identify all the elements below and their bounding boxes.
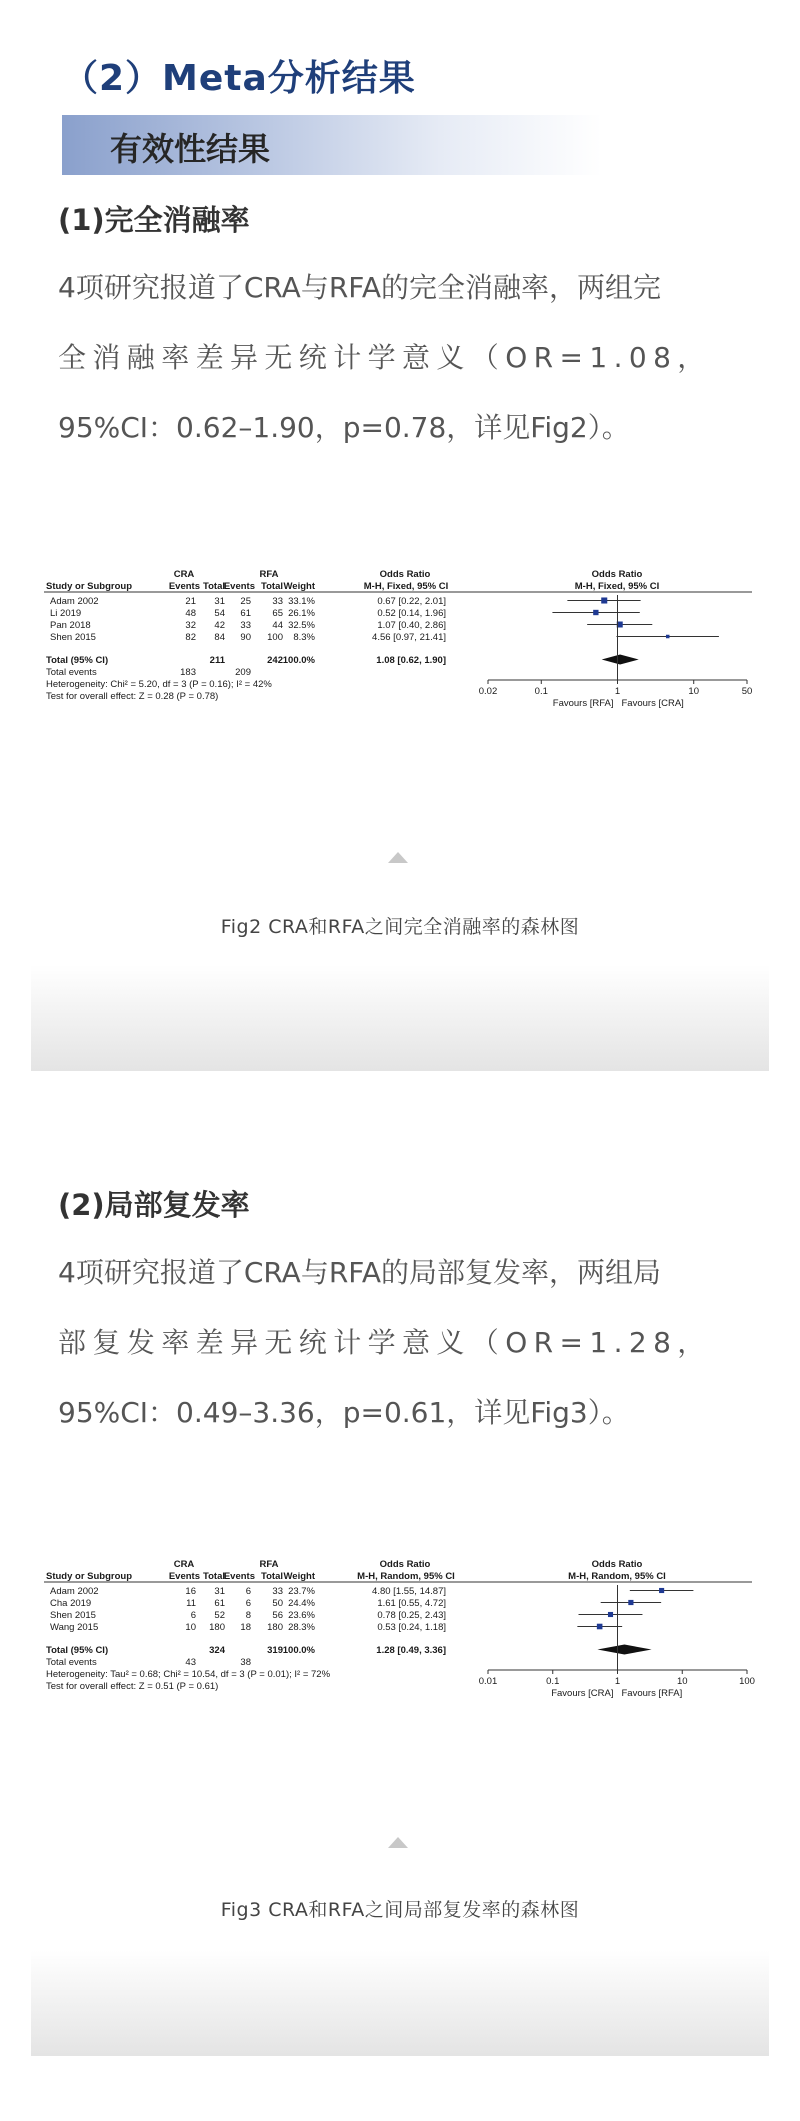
favours-right-label: Favours [CRA] <box>621 698 684 709</box>
rfa-total-sum: 242 <box>267 655 283 666</box>
cra-events: 21 <box>185 596 196 607</box>
rfa-events: 6 <box>245 1598 251 1609</box>
rfa-total: 100 <box>267 632 283 643</box>
study-weight: 33.1% <box>288 596 315 607</box>
odds-ratio-header: Odds Ratio <box>379 569 431 580</box>
cra-events: 48 <box>185 608 196 619</box>
x-tick-label: 50 <box>741 686 753 697</box>
odds-ratio-plot-header: Odds Ratio <box>591 569 643 580</box>
study-name: Shen 2015 <box>50 1610 96 1621</box>
rfa-total: 44 <box>272 620 283 631</box>
favours-left-label: Favours [RFA] <box>552 698 614 709</box>
column-header: Events <box>168 1571 200 1582</box>
paragraph-line: 部复发率差异无统计学意义（OR=1.28， <box>58 1326 712 1359</box>
total-weight: 100.0% <box>282 655 315 666</box>
column-header: Weight <box>283 1571 315 1582</box>
study-point <box>666 635 670 639</box>
rfa-total-sum: 319 <box>267 1645 283 1656</box>
pooled-diamond <box>597 1645 651 1655</box>
total-events-label: Total events <box>46 1657 97 1668</box>
rfa-total: 33 <box>272 596 283 607</box>
column-header: Study or Subgroup <box>46 581 133 592</box>
rfa-total: 180 <box>267 1622 283 1633</box>
group1-label: CRA <box>173 1559 195 1570</box>
study-ci: 0.53 [0.24, 1.18] <box>377 1622 446 1633</box>
total-events-label: Total events <box>46 667 97 678</box>
cra-total-sum: 324 <box>209 1645 225 1656</box>
study-ci: 0.52 [0.14, 1.96] <box>377 608 446 619</box>
x-tick-label: 10 <box>676 1676 688 1687</box>
group2-label: RFA <box>259 569 279 580</box>
cra-events: 10 <box>185 1622 196 1633</box>
paragraph-line: 95%CI：0.62–1.90，p=0.78，详见Fig2）。 <box>58 411 630 444</box>
forest-plot-fig3 <box>40 1555 770 1739</box>
cra-total: 84 <box>214 632 225 643</box>
x-tick-label: 10 <box>688 686 700 697</box>
overall-effect-text: Test for overall effect: Z = 0.51 (P = 0.61) <box>46 1681 219 1692</box>
study-ci: 0.78 [0.25, 2.43] <box>377 1610 446 1621</box>
study-ci: 0.67 [0.22, 2.01] <box>377 596 446 607</box>
rfa-events: 90 <box>240 632 251 643</box>
column-header: M-H, Fixed, 95% CI <box>363 581 449 592</box>
study-name: Pan 2018 <box>50 620 91 631</box>
cra-total: 31 <box>214 596 225 607</box>
study-name: Cha 2019 <box>50 1598 92 1609</box>
study-point <box>628 1600 633 1605</box>
column-header: M-H, Random, 95% CI <box>357 1571 455 1582</box>
odds-ratio-header: Odds Ratio <box>379 1559 431 1570</box>
total-label: Total (95% CI) <box>46 655 109 666</box>
study-weight: 26.1% <box>288 608 315 619</box>
figure-footer-shade <box>31 965 769 1071</box>
study-weight: 24.4% <box>288 1598 315 1609</box>
study-point <box>659 1588 664 1593</box>
study-point <box>593 610 598 615</box>
cra-total: 52 <box>214 1610 225 1621</box>
odds-ratio-plot-header: Odds Ratio <box>591 1559 643 1570</box>
total-ci: 1.08 [0.62, 1.90] <box>376 655 446 666</box>
column-header: Events <box>223 1571 255 1582</box>
column-header: Total <box>203 1571 225 1582</box>
x-tick-label: 0.1 <box>546 1676 560 1687</box>
study-weight: 32.5% <box>288 620 315 631</box>
heading-complete-ablation: (1)完全消融率 <box>58 203 250 237</box>
study-weight: 23.6% <box>288 1610 315 1621</box>
forest-plot-fig2 <box>40 565 770 749</box>
study-name: Wang 2015 <box>50 1622 99 1633</box>
rfa-total-events: 209 <box>235 667 251 678</box>
cra-total-events: 43 <box>185 1657 196 1668</box>
cra-total: 42 <box>214 620 225 631</box>
column-header: Total <box>203 581 225 592</box>
cra-total: 61 <box>214 1598 225 1609</box>
paragraph-line: 95%CI：0.49–3.36，p=0.61，详见Fig3）。 <box>58 1396 630 1429</box>
study-name: Adam 2002 <box>50 596 99 607</box>
paragraph-line: 4项研究报道了CRA与RFA的完全消融率，两组完 <box>58 271 661 304</box>
banner-title: 有效性结果 <box>110 130 271 168</box>
figure-caption: Fig2 CRA和RFA之间完全消融率的森林图 <box>220 916 580 938</box>
study-weight: 28.3% <box>288 1622 315 1633</box>
study-ci: 1.07 [0.40, 2.86] <box>377 620 446 631</box>
total-ci: 1.28 [0.49, 3.36] <box>376 1645 446 1656</box>
cra-events: 6 <box>190 1610 196 1621</box>
paragraph-line: 全消融率差异无统计学意义（OR=1.08， <box>58 341 712 374</box>
caret-up-icon <box>388 852 408 863</box>
cra-total-sum: 211 <box>209 655 225 666</box>
column-header: M-H, Random, 95% CI <box>568 1571 666 1582</box>
x-tick-label: 0.01 <box>478 1676 498 1687</box>
forest-plot-svg <box>40 1555 770 1735</box>
study-weight: 8.3% <box>293 632 315 643</box>
cra-events: 32 <box>185 620 196 631</box>
group1-label: CRA <box>173 569 195 580</box>
study-ci: 4.80 [1.55, 14.87] <box>372 1586 446 1597</box>
study-ci: 1.61 [0.55, 4.72] <box>377 1598 446 1609</box>
figure-footer-shade <box>31 1950 769 2056</box>
column-header: Events <box>168 581 200 592</box>
rfa-events: 6 <box>245 1586 251 1597</box>
study-ci: 4.56 [0.97, 21.41] <box>372 632 446 643</box>
column-header: Events <box>223 581 255 592</box>
rfa-total: 65 <box>272 608 283 619</box>
study-point <box>608 1612 613 1617</box>
caret-up-icon <box>388 1837 408 1848</box>
figure-caption: Fig3 CRA和RFA之间局部复发率的森林图 <box>220 1899 580 1921</box>
rfa-total-events: 38 <box>240 1657 251 1668</box>
rfa-events: 33 <box>240 620 251 631</box>
paragraph-complete-ablation <box>58 253 748 463</box>
rfa-total: 56 <box>272 1610 283 1621</box>
column-header: Total <box>261 1571 283 1582</box>
favours-right-label: Favours [RFA] <box>621 1688 683 1699</box>
total-label: Total (95% CI) <box>46 1645 109 1656</box>
section-banner <box>62 115 602 175</box>
forest-plot-svg <box>40 565 770 745</box>
total-weight: 100.0% <box>282 1645 315 1656</box>
rfa-events: 25 <box>240 596 251 607</box>
study-point <box>601 597 607 603</box>
cra-events: 16 <box>185 1586 196 1597</box>
paragraph-line: 4项研究报道了CRA与RFA的局部复发率，两组局 <box>58 1256 661 1289</box>
cra-total-events: 183 <box>180 667 196 678</box>
section-title: （2）Meta分析结果 <box>62 58 416 99</box>
cra-total: 180 <box>209 1622 225 1633</box>
rfa-events: 18 <box>240 1622 251 1633</box>
heterogeneity-text: Heterogeneity: Tau² = 0.68; Chi² = 10.54, df = 3 (P = 0.01); I² = 72% <box>46 1669 331 1680</box>
overall-effect-text: Test for overall effect: Z = 0.28 (P = 0.78) <box>46 691 219 702</box>
rfa-total: 50 <box>272 1598 283 1609</box>
paragraph-local-recurrence <box>58 1238 748 1448</box>
cra-total: 31 <box>214 1586 225 1597</box>
favours-left-label: Favours [CRA] <box>551 1688 614 1699</box>
column-header: Total <box>261 581 283 592</box>
group2-label: RFA <box>259 1559 279 1570</box>
column-header: Weight <box>283 581 315 592</box>
x-tick-label: 1 <box>614 686 621 697</box>
cra-total: 54 <box>214 608 225 619</box>
x-tick-label: 1 <box>614 1676 621 1687</box>
study-name: Li 2019 <box>50 608 82 619</box>
study-name: Shen 2015 <box>50 632 96 643</box>
x-tick-label: 0.02 <box>478 686 498 697</box>
rfa-events: 61 <box>240 608 251 619</box>
column-header: M-H, Fixed, 95% CI <box>574 581 660 592</box>
study-point <box>597 1624 603 1630</box>
x-tick-label: 0.1 <box>534 686 548 697</box>
rfa-total: 33 <box>272 1586 283 1597</box>
heterogeneity-text: Heterogeneity: Chi² = 5.20, df = 3 (P = 0.16); I² = 42% <box>46 679 272 690</box>
study-weight: 23.7% <box>288 1586 315 1597</box>
pooled-diamond <box>602 655 639 665</box>
cra-events: 82 <box>185 632 196 643</box>
study-name: Adam 2002 <box>50 1586 99 1597</box>
heading-local-recurrence: (2)局部复发率 <box>58 1188 250 1222</box>
rfa-events: 8 <box>245 1610 251 1621</box>
column-header: Study or Subgroup <box>46 1571 133 1582</box>
cra-events: 11 <box>186 1598 196 1609</box>
x-tick-label: 100 <box>739 1676 755 1687</box>
